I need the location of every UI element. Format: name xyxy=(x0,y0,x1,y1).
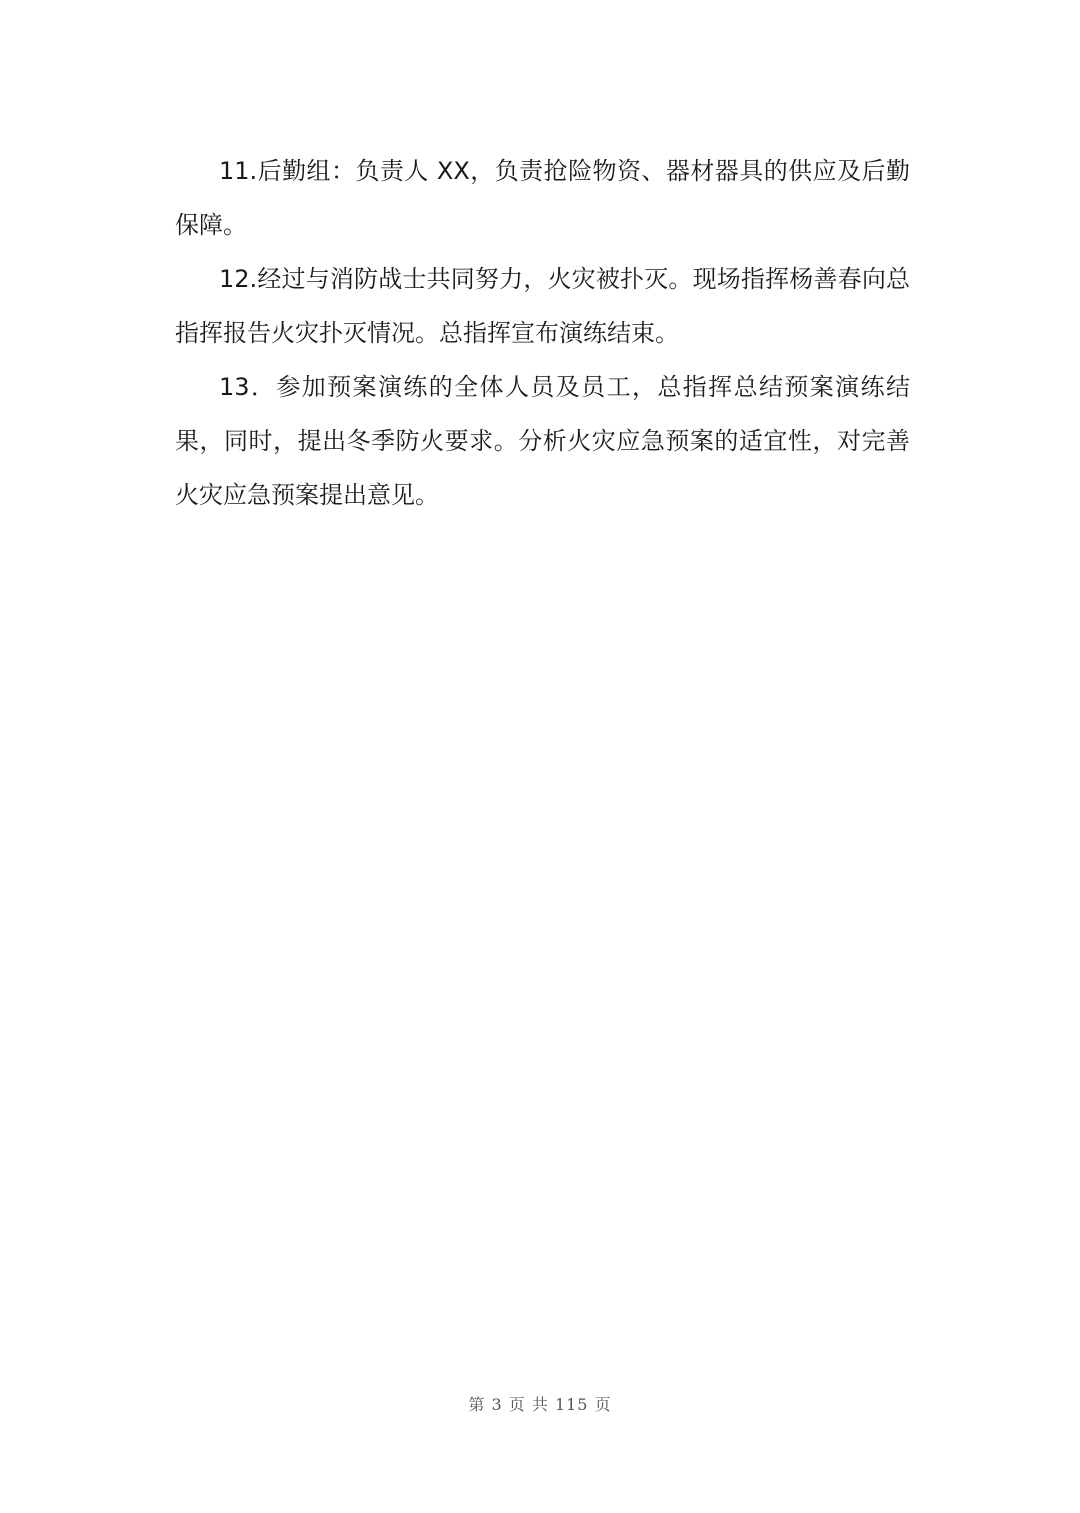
paragraph-12: 12.经过与消防战士共同努力，火灾被扑灭。现场指挥杨善春向总指挥报告火灾扑灭情况。总指挥宣布演练结束。 xyxy=(175,265,910,347)
page-number-footer: 第 3 页 共 115 页 xyxy=(468,1395,612,1414)
paragraph-11: 11.后勤组：负责人 XX，负责抢险物资、器材器具的供应及后勤保障。 xyxy=(175,157,910,239)
paragraph-13: 13．参加预案演练的全体人员及员工，总指挥总结预案演练结果，同时，提出冬季防火要求。分析火灾应急预案的适宜性，对完善火灾应急预案提出意见。 xyxy=(175,373,910,509)
document-body xyxy=(175,144,910,522)
